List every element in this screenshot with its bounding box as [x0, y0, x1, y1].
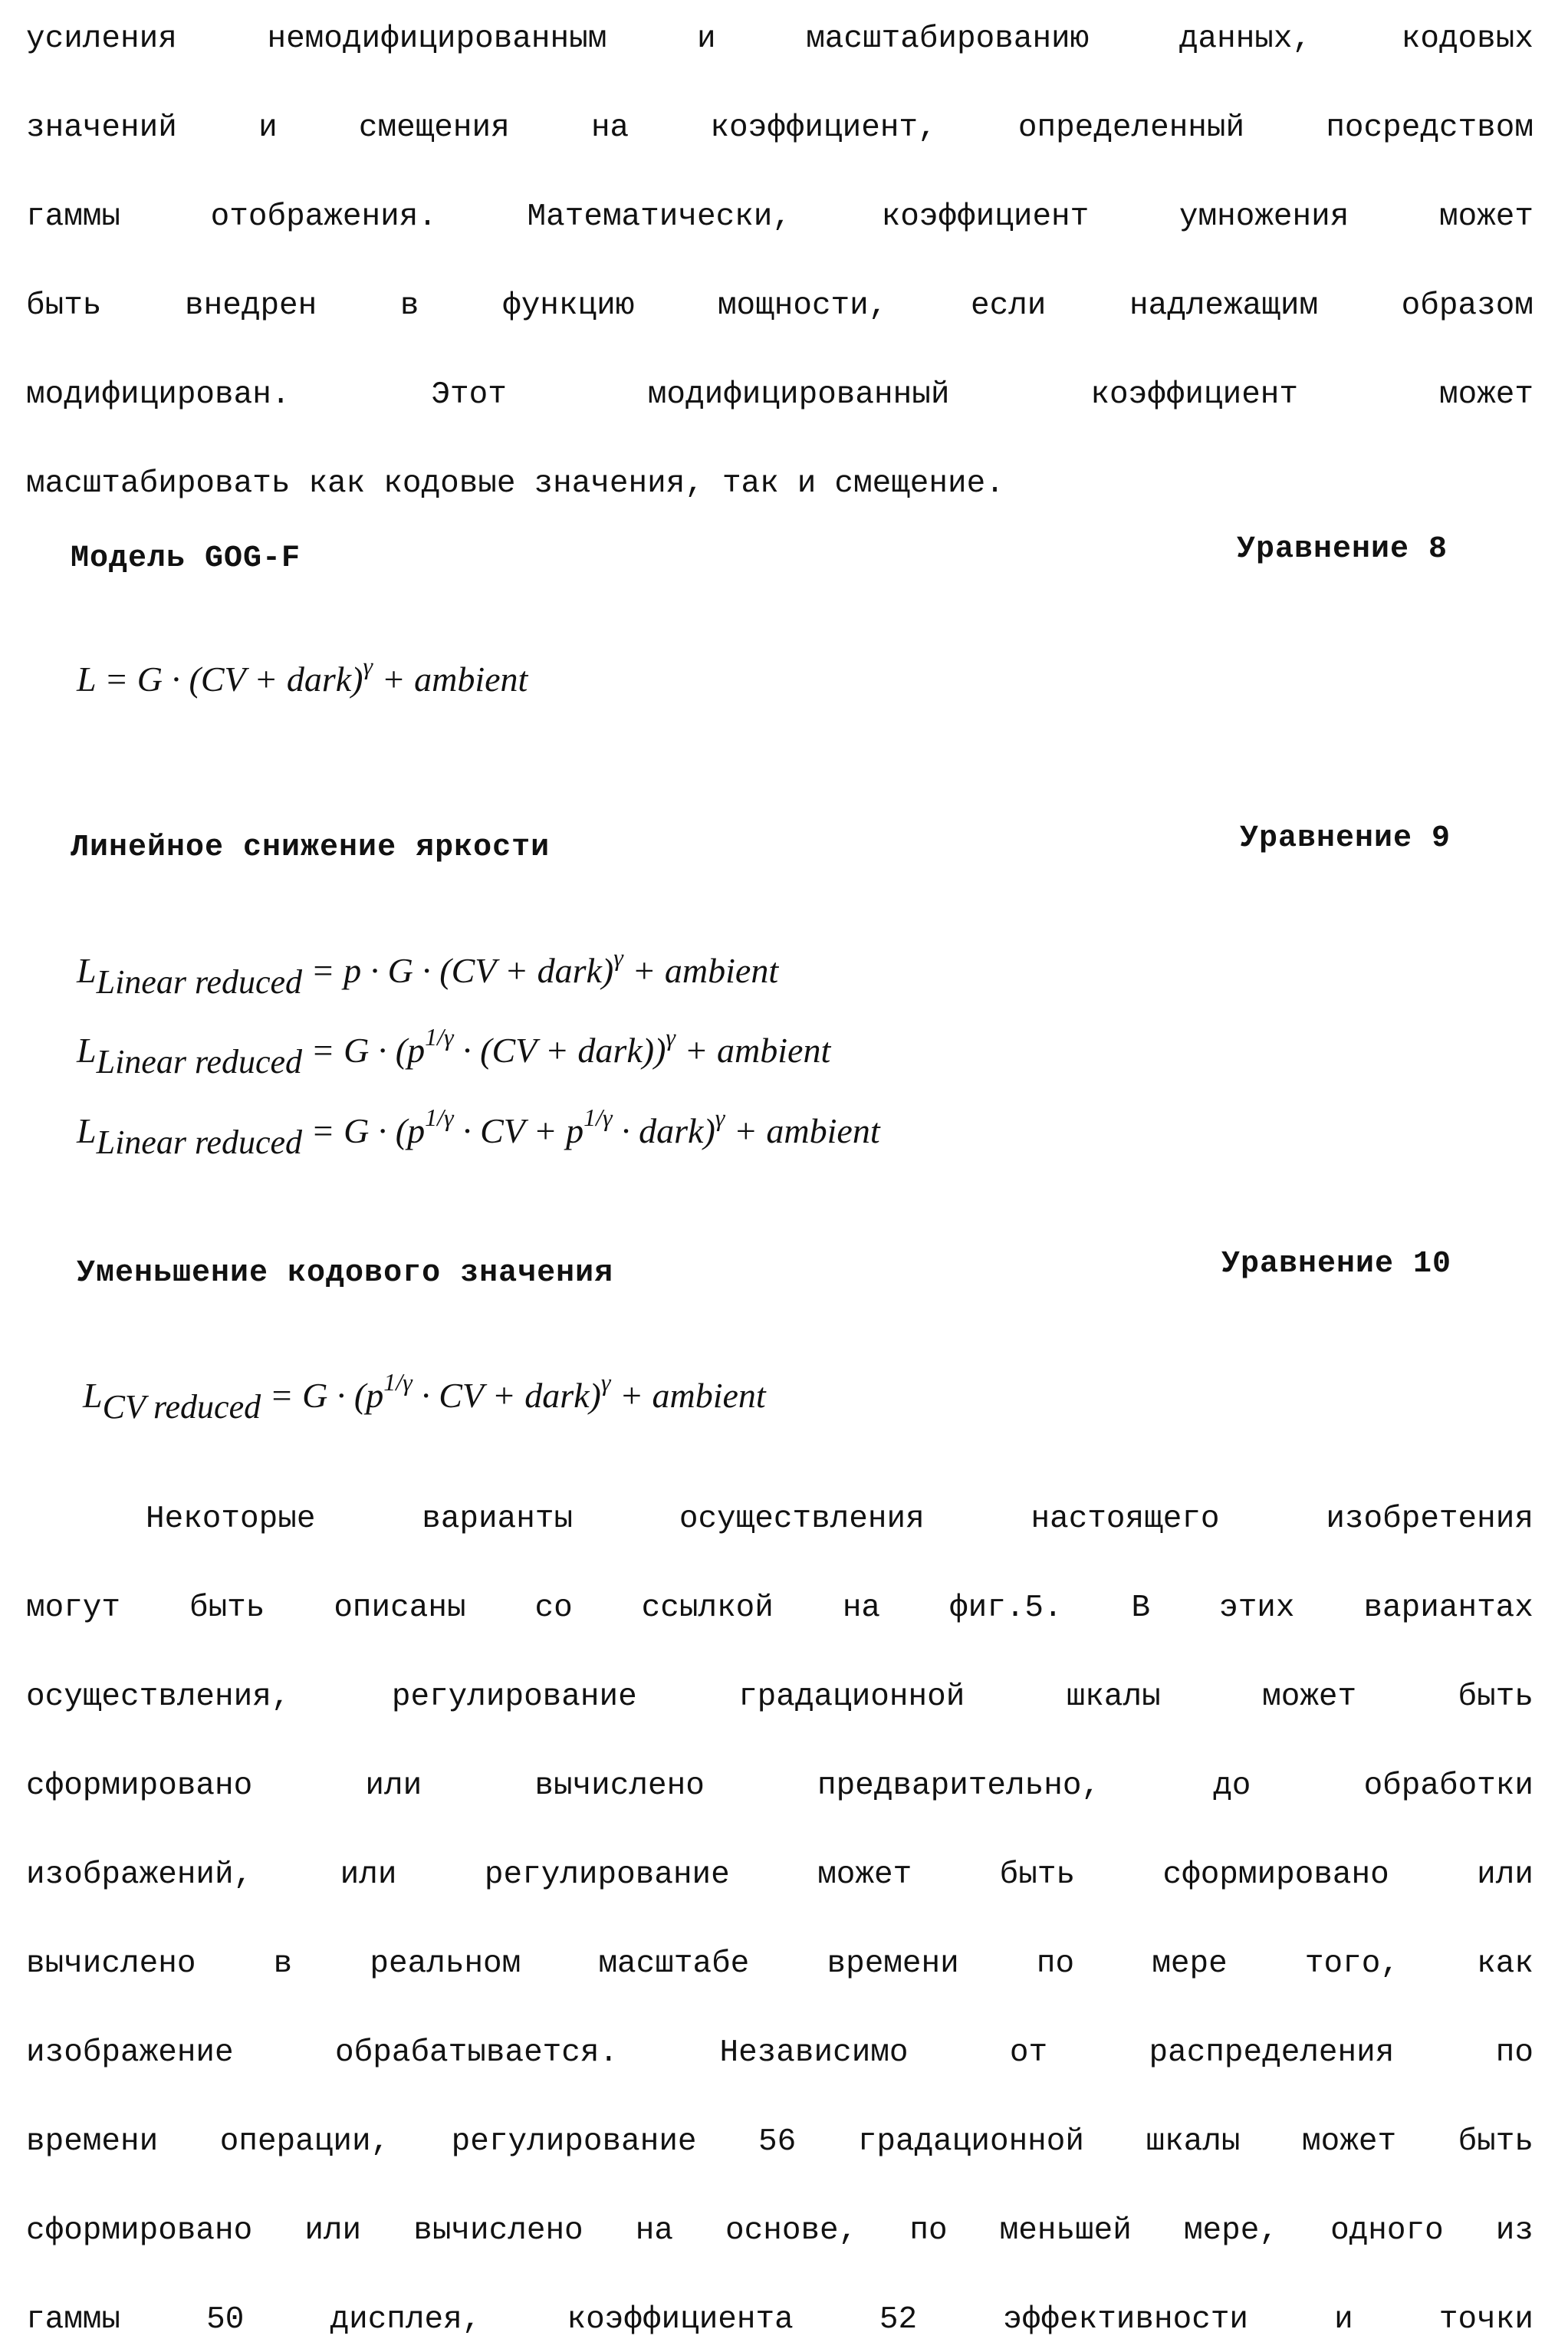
word: и [1334, 2302, 1353, 2337]
word: если [970, 288, 1047, 324]
word: градационной [738, 1679, 965, 1715]
equation-number: Уравнение 9 [1240, 821, 1451, 856]
text-line [26, 376, 1533, 414]
word: по [1036, 1946, 1075, 1982]
text-line [26, 1767, 1533, 1805]
word: обрабатывается. [335, 2035, 619, 2071]
formula: $L_{Linear reduced} = G \cdot (p^{1/\gamma} \cdot (CV$ + dark))$^\gamma$ + ambient [77, 1023, 831, 1081]
word: 56 [758, 2124, 797, 2160]
word: обработки [1363, 1768, 1533, 1804]
text-line [26, 465, 1533, 503]
word: в [273, 1946, 293, 1982]
word: как [1477, 1946, 1533, 1982]
word: быть [1458, 2124, 1533, 2160]
word: модифицирован. [26, 377, 291, 413]
word: или [304, 2213, 362, 2249]
text-line [26, 1856, 1533, 1894]
word: вариантах [1363, 1591, 1533, 1626]
text-line [26, 2123, 1533, 2161]
text-line [26, 1945, 1533, 1983]
word: распределения [1149, 2035, 1395, 2071]
word: может [1438, 199, 1533, 235]
word: вычислено [413, 2213, 583, 2249]
text-line [26, 2212, 1533, 2250]
word: так [722, 466, 779, 502]
word: осуществления, [26, 1679, 291, 1715]
word: или [340, 1857, 397, 1893]
word: Независимо [719, 2035, 909, 2071]
word: мощности, [717, 288, 888, 324]
word: кодовых [1401, 21, 1533, 57]
word: основе, [725, 2213, 858, 2249]
word: регулирование [484, 1857, 730, 1893]
word: в [399, 288, 419, 324]
word: и [258, 110, 278, 146]
word: может [1262, 1679, 1357, 1715]
word: посредством [1326, 110, 1533, 146]
word: внедрен [185, 288, 317, 324]
word: на [842, 1591, 881, 1626]
word: изображений, [26, 1857, 253, 1893]
word: гаммы [26, 2302, 121, 2337]
equation-heading: Уменьшение кодового значения [77, 1256, 614, 1291]
word: описаны [334, 1591, 466, 1626]
word: значения, [534, 466, 704, 502]
word: настоящего [1031, 1502, 1220, 1537]
word: вычислено [534, 1768, 705, 1804]
text-line [26, 2034, 1533, 2072]
word: масштабировать [26, 466, 291, 502]
word: регулирование [451, 2124, 697, 2160]
word: по [909, 2213, 948, 2249]
word: быть [26, 288, 102, 324]
word: времени [827, 1946, 959, 1982]
word: может [1438, 377, 1533, 413]
word: Некоторые [146, 1502, 316, 1537]
word: предварительно, [817, 1768, 1101, 1804]
word: шкалы [1066, 1679, 1161, 1715]
equation-number: Уравнение 10 [1221, 1247, 1452, 1281]
word: на [635, 2213, 673, 2249]
word: коэффициент, [710, 110, 937, 146]
formula: $L_{CV reduced} = G \cdot (p^{1/\gamma}$ · CV + dark)$^\gamma$ + ambient [83, 1368, 766, 1426]
word: сформировано [26, 2213, 253, 2249]
word: 50 [206, 2302, 245, 2337]
text-line [26, 1678, 1533, 1716]
word: могут [26, 1591, 121, 1626]
word: смещения [358, 110, 510, 146]
text-line [26, 2301, 1533, 2339]
text-line [26, 198, 1533, 236]
word: Математически, [527, 199, 791, 235]
word: дисплея, [330, 2302, 482, 2337]
word: гаммы [26, 199, 121, 235]
text-line [26, 109, 1533, 147]
word: изображение [26, 2035, 234, 2071]
word: сформировано [1162, 1857, 1389, 1893]
word: на [590, 110, 630, 146]
word: умножения [1178, 199, 1349, 235]
equation-number: Уравнение 8 [1237, 532, 1448, 567]
word: и [696, 21, 716, 57]
word: как [308, 466, 366, 502]
word: усиления [26, 21, 177, 57]
word: или [1477, 1857, 1533, 1893]
word: эффективности [1003, 2302, 1249, 2337]
word: ссылкой [641, 1591, 774, 1626]
word: может [817, 1857, 912, 1893]
word: меньшей [999, 2213, 1132, 2249]
word: градационной [857, 2124, 1084, 2160]
word: Этот [431, 377, 507, 413]
word: надлежащим [1129, 288, 1319, 324]
word: значений [26, 110, 177, 146]
word: коэффициент [881, 199, 1090, 235]
word: может [1302, 2124, 1397, 2160]
word: регулирование [391, 1679, 637, 1715]
word: реальном [370, 1946, 521, 1982]
word: данных, [1178, 21, 1312, 57]
word: операции, [219, 2124, 390, 2160]
word: кодовые [383, 466, 516, 502]
word: В [1131, 1591, 1151, 1626]
word: быть [189, 1591, 265, 1626]
word: одного [1330, 2213, 1444, 2249]
word: смещение. [834, 466, 1004, 502]
text-line [26, 287, 1533, 325]
word: быть [1458, 1679, 1533, 1715]
word: немодифицированным [267, 21, 607, 57]
word: осуществления [679, 1502, 925, 1537]
text-line [146, 1500, 1533, 1538]
word: со [534, 1591, 573, 1626]
word: из [1495, 2213, 1533, 2249]
formula: $L_{Linear reduced} = p \cdot G \cdot (CV$ + dark)$^\gamma$ + ambient [77, 943, 779, 1001]
word: масштабированию [806, 21, 1090, 57]
word: того, [1304, 1946, 1399, 1982]
word: определенный [1017, 110, 1245, 146]
word: сформировано [26, 1768, 253, 1804]
word: точки [1438, 2302, 1533, 2337]
word: мере, [1183, 2213, 1278, 2249]
word: до [1213, 1768, 1251, 1804]
word: изобретения [1326, 1502, 1533, 1537]
equation-heading: Модель GOG-F [71, 541, 301, 576]
word: или [365, 1768, 422, 1804]
word: по [1495, 2035, 1533, 2071]
word: этих [1219, 1591, 1295, 1626]
word: модифицированный [647, 377, 950, 413]
formula: $L_{Linear reduced} = G \cdot (p^{1/\gamma}$ · CV + $p^{1/\gamma}$ · dark)$^\gamma$ + ambient [77, 1104, 880, 1161]
text-line [26, 20, 1533, 58]
word: коэффициент [1090, 377, 1299, 413]
word: от [1009, 2035, 1048, 2071]
word: варианты [422, 1502, 574, 1537]
word: мере [1152, 1946, 1228, 1982]
word: образом [1401, 288, 1533, 324]
formula: L = G · (CV + dark)$^\gamma$ + ambient [77, 652, 528, 699]
word: 52 [879, 2302, 918, 2337]
word: быть [999, 1857, 1076, 1893]
word: вычислено [26, 1946, 196, 1982]
word: отображения. [210, 199, 437, 235]
word: функцию [502, 288, 635, 324]
word: фиг.5. [948, 1591, 1063, 1626]
equation-heading: Линейное снижение яркости [71, 831, 551, 865]
word: и [797, 466, 817, 502]
word: коэффициента [567, 2302, 794, 2337]
word: шкалы [1146, 2124, 1241, 2160]
text-line [26, 1589, 1533, 1627]
word: времени [26, 2124, 159, 2160]
word: масштабе [598, 1946, 750, 1982]
